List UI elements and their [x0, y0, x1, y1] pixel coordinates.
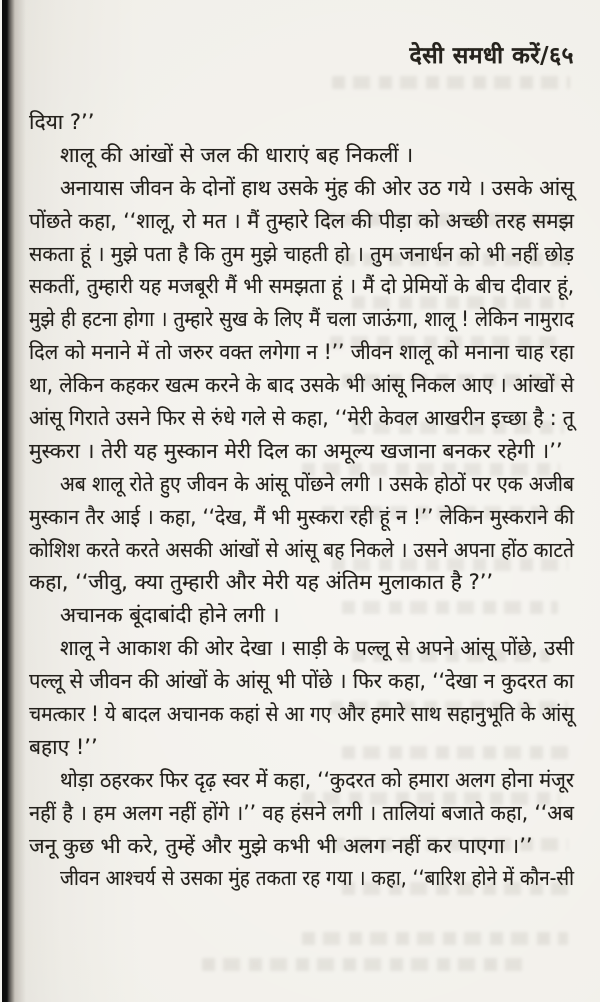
text-line: कोशिश करते करते असकी आंखों से आंसू बह निकले । उसने अपना होंठ काटते	[29, 537, 574, 562]
text-line: चमत्कार ! ये बादल अचानक कहां से आ गए और हमारे साथ सहानुभूति के आंसू	[29, 702, 574, 727]
text-line: पोंछते कहा, ‘‘शालू, रो मत । मैं तुम्हारे दिल की पीड़ा को अच्छी तरह समझ	[29, 208, 574, 233]
text-line: अचानक बूंदाबांदी होने लगी ।	[60, 603, 280, 628]
text-line: शालू ने आकाश की ओर देखा । साड़ी के पल्लू से अपने आंसू पोंछे, उसी	[60, 636, 574, 661]
text-line: मुस्कान तैर आई । कहा, ‘‘देख, मैं भी मुस्करा रही हूं न !’’ लेकिन मुस्कराने की	[29, 504, 574, 529]
text-line: अनायास जीवन के दोनों हाथ उसके मुंह की ओर उठ गये । उसके आंसू	[60, 175, 574, 200]
text-line: नहीं है । हम अलग नहीं होंगे ।’’ वह हंसने लगी । तालियां बजाते कहा, ‘‘अब	[29, 800, 574, 825]
bleed-through-mark	[302, 932, 568, 945]
text-line: सकतीं, तुम्हारी यह मजबूरी मैं भी समझता हूं । मैं दो प्रेमियों के बीच दीवार हूं,	[29, 274, 574, 299]
text-line: दिल को मनाने में तो जरुर वक्त लगेगा न !’’ जीवन शालू को मनाना चाह रहा	[29, 340, 574, 365]
text-line: पल्लू से जीवन की आंखों के आंसू भी पोंछे । फिर कहा, ‘‘देखा न कुदरत का	[29, 669, 574, 694]
book-spine-edge	[0, 0, 26, 1002]
text-line: बहाए !’’	[29, 734, 98, 759]
running-head: देसी समधी करें/६५	[409, 43, 574, 69]
text-line: मुस्करा । तेरी यह मुस्कान मेरी दिल का अमूल्य खजाना बनकर रहेगी ।’’	[29, 438, 563, 463]
bleed-through-mark	[202, 958, 528, 971]
page-text	[29, 106, 574, 895]
text-line: कहा, ‘‘जीवु, क्या तुम्हारी और मेरी यह अंतिम मुलाकात है ?’’	[29, 570, 494, 595]
text-line: आंसू गिराते उसने फिर से रुंधे गले से कहा, ‘‘मेरी केवल आखरीन इच्छा है : तू	[29, 406, 574, 431]
text-line: मुझे ही हटना होगा । तुम्हारे सुख के लिए मैं चला जाऊंगा, शालू ! लेकिन नामुराद	[29, 307, 574, 332]
text-line: दिया ?’’	[29, 110, 95, 134]
text-line: सकता हूं । मुझे पता है कि तुम मुझे चाहती हो । तुम जनार्धन को भी नहीं छोड़	[29, 241, 574, 266]
text-line: जनू कुछ भी करे, तुम्हें और मुझे कभी भी अलग नहीं कर पाएगा ।’’	[29, 833, 533, 858]
text-line: था, लेकिन कहकर खत्म करने के बाद उसके भी आंसू निकल आए । आंखों से	[29, 373, 574, 398]
bleed-through-mark	[332, 76, 570, 89]
text-line: अब शालू रोते हुए जीवन के आंसू पोंछने लगी । उसके होठों पर एक अजीब	[60, 471, 574, 496]
text-line: जीवन आश्चर्य से उसका मुंह तकता रह गया । कहा, ‘‘बारिश होने में कौन-सी	[60, 866, 574, 891]
text-line: शालू की आंखों से जल की धाराएं बह निकलीं ।	[60, 142, 414, 167]
text-line: थोड़ा ठहरकर फिर दृढ़ स्वर में कहा, ‘‘कुदरत को हमारा अलग होना मंजूर	[60, 767, 574, 792]
